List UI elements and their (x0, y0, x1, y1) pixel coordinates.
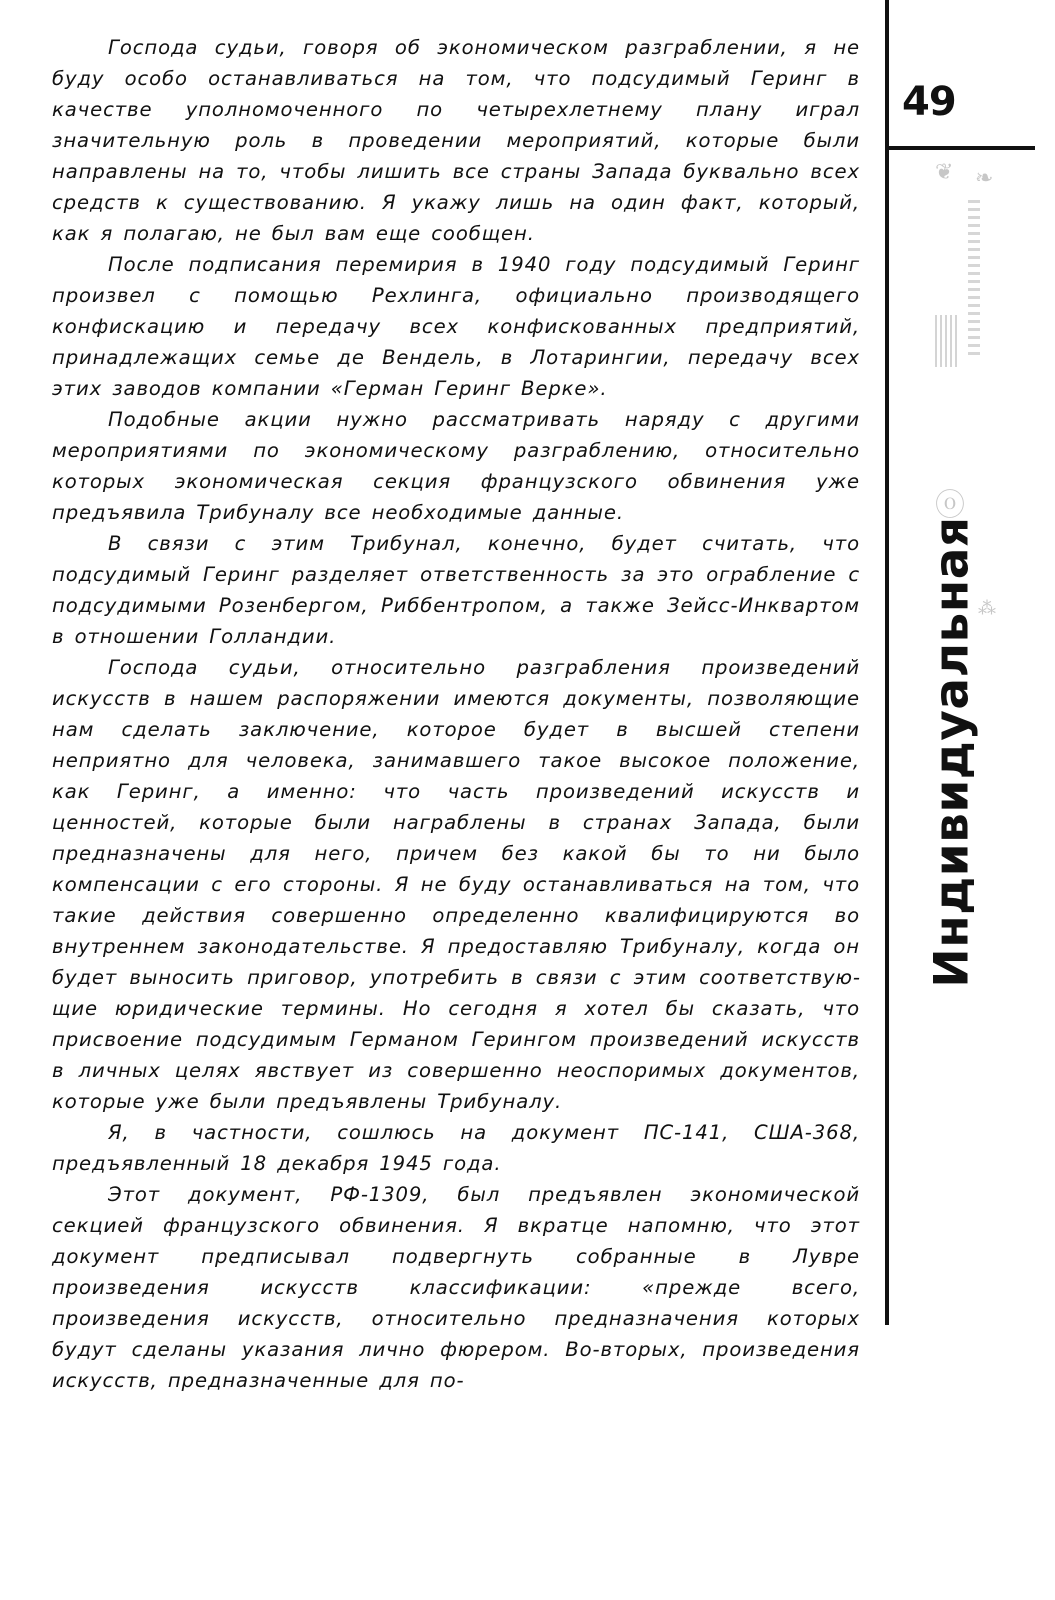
bleed-through-mark: ⁂ (978, 598, 996, 619)
section-label-vertical: Индивидуальная (924, 516, 980, 988)
page-number-rule (885, 146, 1035, 150)
paragraph-louvre-classification: Этот документ, РФ-1309, был предъявлен экономической секцией французского обвинения. Я вкратце напомню, что этот документ предписывал подвергнуть собранные в Лувре произведения искусств классификации: «прежде всего, произведения искусств, относительно предназначения которых будут сделаны указания лично фюрером. Во-вторых, произведения искусств, предназначенные для по- (52, 1183, 860, 1392)
bleed-through-mark: ❧ (975, 166, 994, 191)
paragraph-art-plunder: Господа судьи, относительно разграбления произведений искусств в нашем распоряжении имеются документы, позволяющие нам сделать заключение, которое будет в высшей степени неприятно для человека, занимавшего такое высокое положение, как Геринг, а именно: что часть произведений искусств и ценностей, которые были награблены в странах Запада, были предназначены для него, причем без какой бы то ни было компенсации с его стороны. Я не буду останавливаться на том, что такие действия совершенно определенно квалифицируются во внутреннем законодательстве. Я предоставляю Трибуналу, когда он будет выносить приговор, употребить в связи с этим соответствующие юридические термины. Но сегодня я хотел бы сказать, что присвоение подсудимым Германом Герингом произведений искусств в личных целях явствует из совершенно неоспоримых документов, которые уже были предъявлены Трибуналу. (52, 656, 860, 1113)
bleed-through-mark: ❦ (935, 160, 954, 185)
paragraph-economic-plunder: Господа судьи, говоря об экономическом разграблении, я не буду особо останавливаться на том, что подсудимый Геринг в качестве уполномоченного по четырехлетнему плану играл значительную роль в проведении мероприятий, которые были направлены на то, чтобы лишить все страны Запада буквально всех средств к существованию. Я укажу лишь на один факт, который, как я полагаю, не был вам еще сообщен. (52, 36, 860, 245)
margin-divider-vertical (885, 0, 889, 1325)
paragraph-shared-responsibility: В связи с этим Трибунал, конечно, будет считать, что подсудимый Геринг разделяет ответственность за это ограбление с подсудимыми Розенбергом, Риббентропом, а также Зейсс-Инквартом в отношении Голландии. (52, 532, 860, 648)
bleed-through-strip (935, 315, 957, 367)
bleed-through-strip (968, 200, 980, 355)
paragraph-document-reference: Я, в частности, сошлюсь на документ ПС-141, США-368, предъявленный 18 декабря 1945 года. (52, 1121, 860, 1175)
page-number: 49 (902, 79, 956, 125)
main-text-column (52, 32, 860, 1396)
paragraph-similar-actions: Подобные акции нужно рассматривать наряду с другими мероприятиями по экономическому разграблению, относительно которых экономическая секция французского обвинения уже предъявила Трибуналу все необходимые данные. (52, 408, 860, 524)
paragraph-armistice-1940: После подписания перемирия в 1940 году подсудимый Геринг произвел с помощью Рехлинга, официально производящего конфискацию и передачу всех конфискованных предприятий, принадлежащих семье де Вендель, в Лотарингии, передачу всех этих заводов компании «Герман Геринг Верке». (52, 253, 860, 400)
bleed-through-mark: ⓞ (935, 488, 965, 523)
